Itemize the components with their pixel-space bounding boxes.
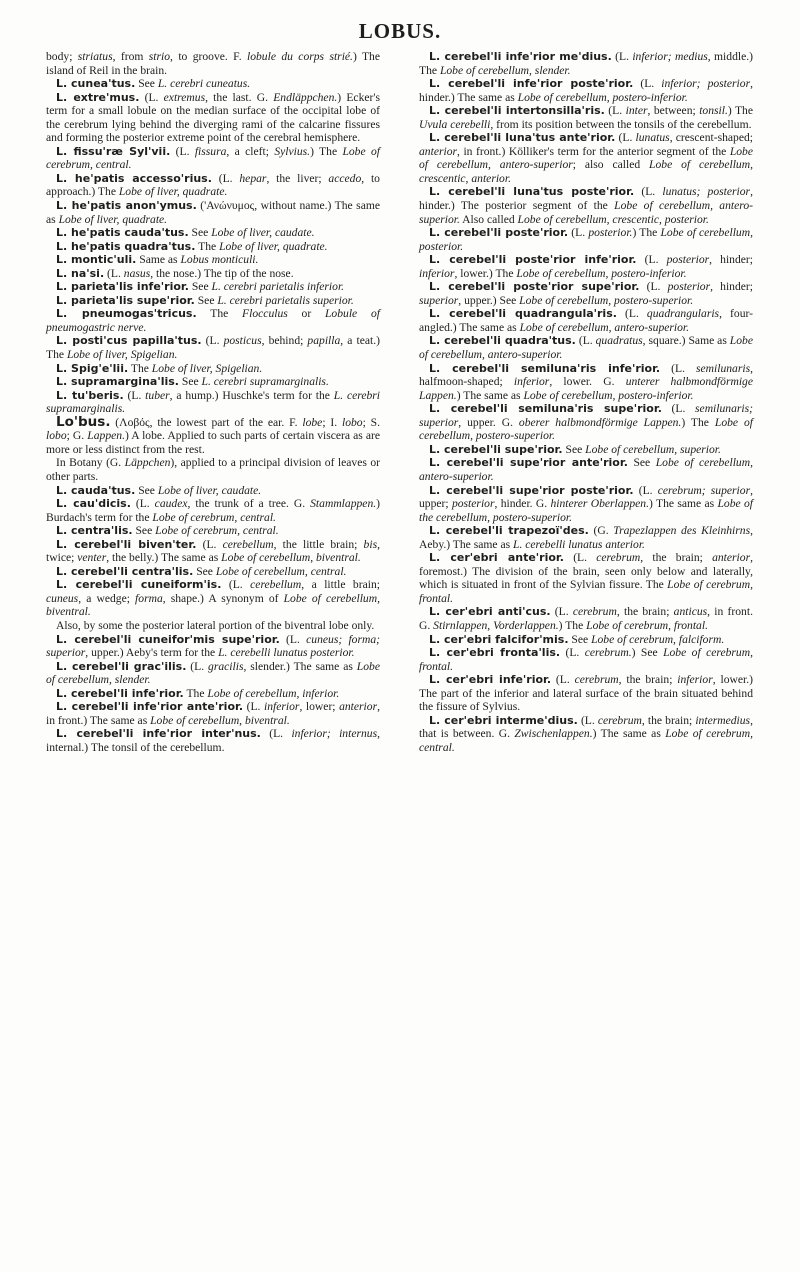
- entry-definition: See L. cerebri supramarginalis.: [181, 375, 329, 389]
- running-head: LOBUS.: [358, 19, 442, 43]
- dictionary-entry: [46, 700, 380, 727]
- dictionary-entry: [46, 660, 380, 687]
- dictionary-entry: [46, 334, 380, 361]
- entry-definition: See Lobe of cerebellum, superior.: [565, 442, 721, 456]
- dictionary-entry: [419, 185, 753, 226]
- entry-headword: L. cerebel'li supe'rior poste'rior.: [429, 483, 634, 497]
- entry-definition: (L. lunatus; posterior, hinder.) The posterior segment of the Lobe of cerebellum, antero-superior. Also called Lobe of cerebellum, crescentic, posterior.: [419, 185, 753, 226]
- dictionary-entry: [419, 402, 753, 443]
- dictionary-entry: [419, 104, 753, 131]
- entry-definition: (L. cerebellum, the little brain; bis, twice; venter, the belly.) The same as Lobe of cerebellum, biventral.: [46, 537, 380, 565]
- entry-headword: L. cerebel'li infe'rior me'dius.: [429, 50, 612, 63]
- dictionary-entry: [419, 131, 753, 185]
- left-column: [46, 50, 380, 754]
- entry-definition: (L. semilunaris; superior, upper. G. oberer halbmondförmige Lappen.) The Lobe of cerebellum, postero-superior.: [419, 402, 754, 443]
- entry-headword: L. cerebel'li quadra'tus.: [429, 334, 576, 348]
- entry-headword: L. he'patis anon'ymus.: [56, 199, 197, 213]
- dictionary-entry: [419, 633, 753, 647]
- entry-headword: L. montic'uli.: [56, 253, 137, 267]
- entry-headword: L. cerebel'li semiluna'ris infe'rior.: [429, 361, 661, 375]
- entry-definition: See L. cerebri parietalis superior.: [197, 293, 354, 307]
- dictionary-entry: [419, 673, 753, 714]
- entry-headword: L. cerebel'li biven'ter.: [56, 537, 197, 551]
- entry-definition: (L. fissura, a cleft; Sylvius.) The Lobe of cerebrum, central.: [46, 144, 380, 172]
- entry-definition: See Lobe of liver, caudate.: [138, 483, 262, 497]
- entry-headword: L. cerebel'li luna'tus poste'rior.: [429, 185, 635, 199]
- dictionary-entry: [46, 307, 380, 334]
- dictionary-entry: [419, 280, 753, 307]
- entry-definition: (L. posterior, hinder; inferior, lower.) The Lobe of cerebellum, postero-inferior.: [419, 253, 754, 280]
- dictionary-entry: [419, 551, 753, 605]
- dictionary-entry: [46, 456, 380, 483]
- entry-definition: (L. extremus, the last. G. Endläppchen.) Ecker's term for a small lobule on the median surface of the occipital lobe of the cerebrum lying behind the diverging rami of the calcarine fissures and forming the posterior extreme point of the cerebral hemisphere.: [46, 90, 380, 145]
- entry-headword: L. cerebel'li infe'rior ante'rior.: [56, 700, 244, 714]
- entry-definition: (L. cerebrum, the brain; inferior, lower.) The part of the inferior and lateral surface of the brain situated behind the fissure of Sylvius.: [419, 673, 753, 714]
- entry-definition: The Lobe of cerebellum, inferior.: [186, 686, 340, 700]
- dictionary-entry: [46, 619, 380, 633]
- entry-headword: L. supramargina'lis.: [56, 375, 179, 389]
- dictionary-entry: [419, 605, 753, 632]
- entry-headword: L. cau'dicis.: [56, 497, 131, 511]
- entry-headword: L. na'si.: [56, 266, 105, 280]
- entry-headword: L. cunea'tus.: [56, 77, 136, 91]
- entry-headword: L. cerebel'li poste'rior.: [429, 226, 569, 240]
- entry-definition: (L. gracilis, slender.) The same as Lobe of cerebellum, slender.: [46, 659, 380, 687]
- entry-definition: (L. hepar, the liver; accedo, to approach.) The Lobe of liver, quadrate.: [46, 171, 380, 199]
- entry-definition: (L. inferior, lower; anterior, in front.) The same as Lobe of cerebellum, biventral.: [46, 700, 380, 727]
- dictionary-entry: [46, 413, 380, 457]
- dictionary-entry: [419, 77, 753, 104]
- entry-definition: The Lobe of liver, Spigelian.: [130, 361, 263, 375]
- entry-definition: (L. cerebrum, the brain; anterior, foremost.) The division of the brain, seen only below and laterally, which is situated in front of the Sylvian fissure. The Lobe of cerebrum, frontal.: [419, 551, 753, 605]
- entry-definition: (L. posterior, hinder; superior, upper.) See Lobe of cerebellum, postero-superior.: [419, 280, 753, 307]
- entry-headword: L. pneumogas'tricus.: [56, 307, 197, 321]
- dictionary-entry: [46, 253, 380, 267]
- entry-headword: L. tu'beris.: [56, 388, 124, 402]
- entry-headword: L. Spig'e'lii.: [56, 361, 129, 375]
- entry-definition: Also, by some the posterior lateral portion of the biventral lobe only.: [56, 618, 375, 632]
- entry-definition: ('Ανώνυμος, without name.) The same as Lobe of liver, quadrate.: [46, 199, 380, 226]
- dictionary-entry: [46, 565, 380, 579]
- dictionary-entry: [46, 687, 380, 701]
- entry-headword: L. cauda'tus.: [56, 483, 136, 497]
- dictionary-entry: [46, 375, 380, 389]
- entry-definition: (L. inferior; medius, middle.) The Lobe of cerebellum, slender.: [419, 50, 753, 77]
- entry-headword: L. fissu'ræ Syl'vii.: [56, 144, 171, 158]
- entry-headword: L. parieta'lis supe'rior.: [56, 293, 195, 307]
- entry-headword: L. cerebel'li luna'tus ante'rior.: [429, 131, 616, 145]
- dictionary-entry: [46, 497, 380, 524]
- entry-definition: (L. inferior; posterior, hinder.) The same as Lobe of cerebellum, postero-inferior.: [419, 77, 753, 104]
- dictionary-entry: [419, 334, 753, 361]
- dictionary-entry: [46, 578, 380, 619]
- entry-definition: (L. inter, between; tonsil.) The Uvula cerebelli, from its position between the tonsils of the cerebellum.: [419, 104, 753, 131]
- dictionary-entry: [46, 50, 380, 77]
- dictionary-entry: [46, 294, 380, 308]
- entry-headword: L. cer'ebri infe'rior.: [429, 673, 552, 687]
- dictionary-entry: [46, 280, 380, 294]
- entry-definition: (L. tuber, a hump.) Huschke's term for the L. cerebri supramarginalis.: [46, 388, 380, 416]
- entry-headword: L. cerebel'li intertonsilla'ris.: [429, 104, 605, 118]
- dictionary-entry: [46, 226, 380, 240]
- entry-definition: (Λοβός, the lowest part of the ear. F. lobe; I. lobo; S. lobo; G. Lappen.) A lobe. Applied to such parts of certain viscera as are more or less distinct from the rest.: [46, 415, 380, 456]
- dictionary-entry: [46, 267, 380, 281]
- entry-headword: L. cerebel'li cuneifor'mis supe'rior.: [56, 632, 280, 646]
- entry-headword: L. he'patis cauda'tus.: [56, 226, 189, 240]
- entry-headword: L. cerebel'li infe'rior inter'nus.: [56, 727, 261, 741]
- entry-definition: (L. cerebrum; superior, upper; posterior, hinder. G. hinterer Oberlappen.) The same as Lobe of the cerebellum, postero-superior.: [419, 483, 753, 524]
- dictionary-entry: [419, 524, 753, 551]
- dictionary-entry: [419, 456, 753, 483]
- right-column: [419, 50, 753, 754]
- entry-definition: (L. posterior.) The Lobe of cerebellum, posterior.: [419, 226, 753, 253]
- dictionary-entry: [46, 172, 380, 199]
- entry-headword: L. cerebel'li supe'rior.: [429, 442, 563, 456]
- entry-definition: See Lobe of cerebellum, antero-superior.: [419, 456, 753, 483]
- entry-definition: (L. cerebellum, a little brain; cuneus, a wedge; forma, shape.) A synonym of Lobe of cerebellum, biventral.: [46, 578, 380, 619]
- entry-headword: L. cerebel'li semiluna'ris supe'rior.: [429, 402, 662, 416]
- entry-headword: L. cer'ebri ante'rior.: [429, 551, 564, 565]
- entry-headword: L. posti'cus papilla'tus.: [56, 334, 202, 348]
- dictionary-entry: [46, 362, 380, 376]
- entry-definition: body; striatus, from strio, to groove. F. lobule du corps strié.) The island of Reil in the brain.: [46, 50, 381, 77]
- entry-headword: L. cer'ebri anti'cus.: [429, 605, 551, 619]
- entry-definition: (L. cerebrum.) See Lobe of cerebrum, frontal.: [419, 646, 753, 673]
- dictionary-entry: [419, 307, 753, 334]
- entry-definition: See Lobe of cerebrum, central.: [135, 524, 279, 538]
- entry-definition: In Botany (G. Läppchen), applied to a principal division of leaves or other parts.: [46, 456, 380, 483]
- dictionary-entry: [419, 714, 753, 755]
- dictionary-entry: [46, 77, 380, 91]
- dictionary-entry: [46, 538, 380, 565]
- entry-definition: The Lobe of liver, quadrate.: [198, 239, 328, 253]
- dictionary-entry: [419, 50, 753, 77]
- dictionary-entry: [46, 727, 380, 754]
- entry-headword: L. cer'ebri interme'dius.: [429, 713, 578, 727]
- entry-headword: L. cerebel'li poste'rior infe'rior.: [429, 253, 637, 267]
- entry-definition: See L. cerebri parietalis inferior.: [191, 280, 345, 294]
- entry-definition: (L. posticus, behind; papilla, a teat.) The Lobe of liver, Spigelian.: [46, 334, 380, 362]
- entry-definition: Same as Lobus monticuli.: [139, 253, 259, 267]
- entry-headword: L. parieta'lis infe'rior.: [56, 280, 189, 294]
- dictionary-entry: [419, 253, 753, 280]
- entry-definition: (L. semilunaris, halfmoon-shaped; inferior, lower. G. unterer halbmondförmige Lappen.) The same as Lobe of cerebellum, postero-inferior.: [419, 361, 754, 402]
- entry-headword: L. cer'ebri falcifor'mis.: [429, 632, 569, 646]
- dictionary-entry: [46, 389, 380, 416]
- entry-headword: L. cerebel'li infe'rior poste'rior.: [429, 77, 634, 91]
- entry-definition: See Lobe of liver, caudate.: [191, 226, 315, 240]
- dictionary-entry: [419, 484, 753, 525]
- entry-definition: (G. Trapezlappen des Kleinhirns, Aeby.) The same as L. cerebelli lunatus anterior.: [419, 524, 754, 551]
- entry-headword: L. extre'mus.: [56, 90, 140, 104]
- entry-definition: (L. cuneus; forma; superior, upper.) Aeby's term for the L. cerebelli lunatus posterior.: [46, 632, 380, 660]
- entry-headword: L. cerebel'li trapezoï'des.: [429, 524, 589, 538]
- entry-headword: L. he'patis quadra'tus.: [56, 239, 196, 253]
- dictionary-entry: [46, 484, 380, 498]
- dictionary-entry: [419, 362, 753, 403]
- dictionary-entry: [46, 145, 380, 172]
- entry-headword: L. cerebel'li poste'rior supe'rior.: [429, 280, 640, 294]
- dictionary-entry: [46, 633, 380, 660]
- entry-definition: (L. quadrangularis, four-angled.) The same as Lobe of cerebellum, antero-superior.: [419, 307, 753, 334]
- entry-headword: L. he'patis accesso'rius.: [56, 171, 212, 185]
- entry-headword: L. cerebel'li quadrangula'ris.: [429, 307, 617, 321]
- dictionary-entry: [419, 646, 753, 673]
- dictionary-entry: [46, 91, 380, 145]
- entry-definition: See Lobe of cerebrum, falciform.: [571, 632, 725, 646]
- dictionary-entry: [46, 524, 380, 538]
- entry-headword: L. cer'ebri fronta'lis.: [429, 646, 561, 660]
- entry-definition: (L. cerebrum, the brain; anticus, in front. G. Stirnlappen, Vorderlappen.) The Lobe of cerebrum, frontal.: [419, 605, 753, 632]
- dictionary-entry: [419, 443, 753, 457]
- entry-headword: L. cerebel'li supe'rior ante'rior.: [429, 456, 628, 470]
- dictionary-entry: [46, 240, 380, 254]
- entry-headword: Lo'bus.: [56, 413, 111, 430]
- entry-headword: L. centra'lis.: [56, 524, 133, 538]
- entry-definition: See Lobe of cerebellum, central.: [196, 564, 347, 578]
- entry-headword: L. cerebel'li infe'rior.: [56, 686, 184, 700]
- dictionary-entry: [46, 199, 380, 226]
- entry-definition: (L. cerebrum, the brain; intermedius, that is between. G. Zwischenlappen.) The same as Lobe of cerebrum, central.: [419, 713, 753, 754]
- entry-headword: L. cerebel'li grac'ilis.: [56, 659, 187, 673]
- entry-definition: (L. caudex, the trunk of a tree. G. Stammlappen.) Burdach's term for the Lobe of cerebrum, central.: [46, 497, 381, 524]
- entry-definition: See L. cerebri cuneatus.: [138, 77, 251, 91]
- entry-definition: The Flocculus or Lobule of pneumogastric nerve.: [46, 307, 380, 334]
- entry-definition: (L. inferior; internus, internal.) The tonsil of the cerebellum.: [46, 727, 380, 754]
- dictionary-entry: [419, 226, 753, 253]
- entry-definition: (L. lunatus, crescent-shaped; anterior, in front.) Kölliker's term for the anterior segment of the Lobe of cerebellum, antero-superior; also called Lobe of cerebellum, crescentic, anterior.: [419, 131, 753, 185]
- entry-definition: (L. nasus, the nose.) The tip of the nose.: [107, 266, 294, 280]
- entry-headword: L. cerebel'li cuneiform'is.: [56, 578, 222, 592]
- entry-headword: L. cerebel'li centra'lis.: [56, 564, 194, 578]
- entry-definition: (L. quadratus, square.) Same as Lobe of cerebellum, antero-superior.: [419, 334, 753, 362]
